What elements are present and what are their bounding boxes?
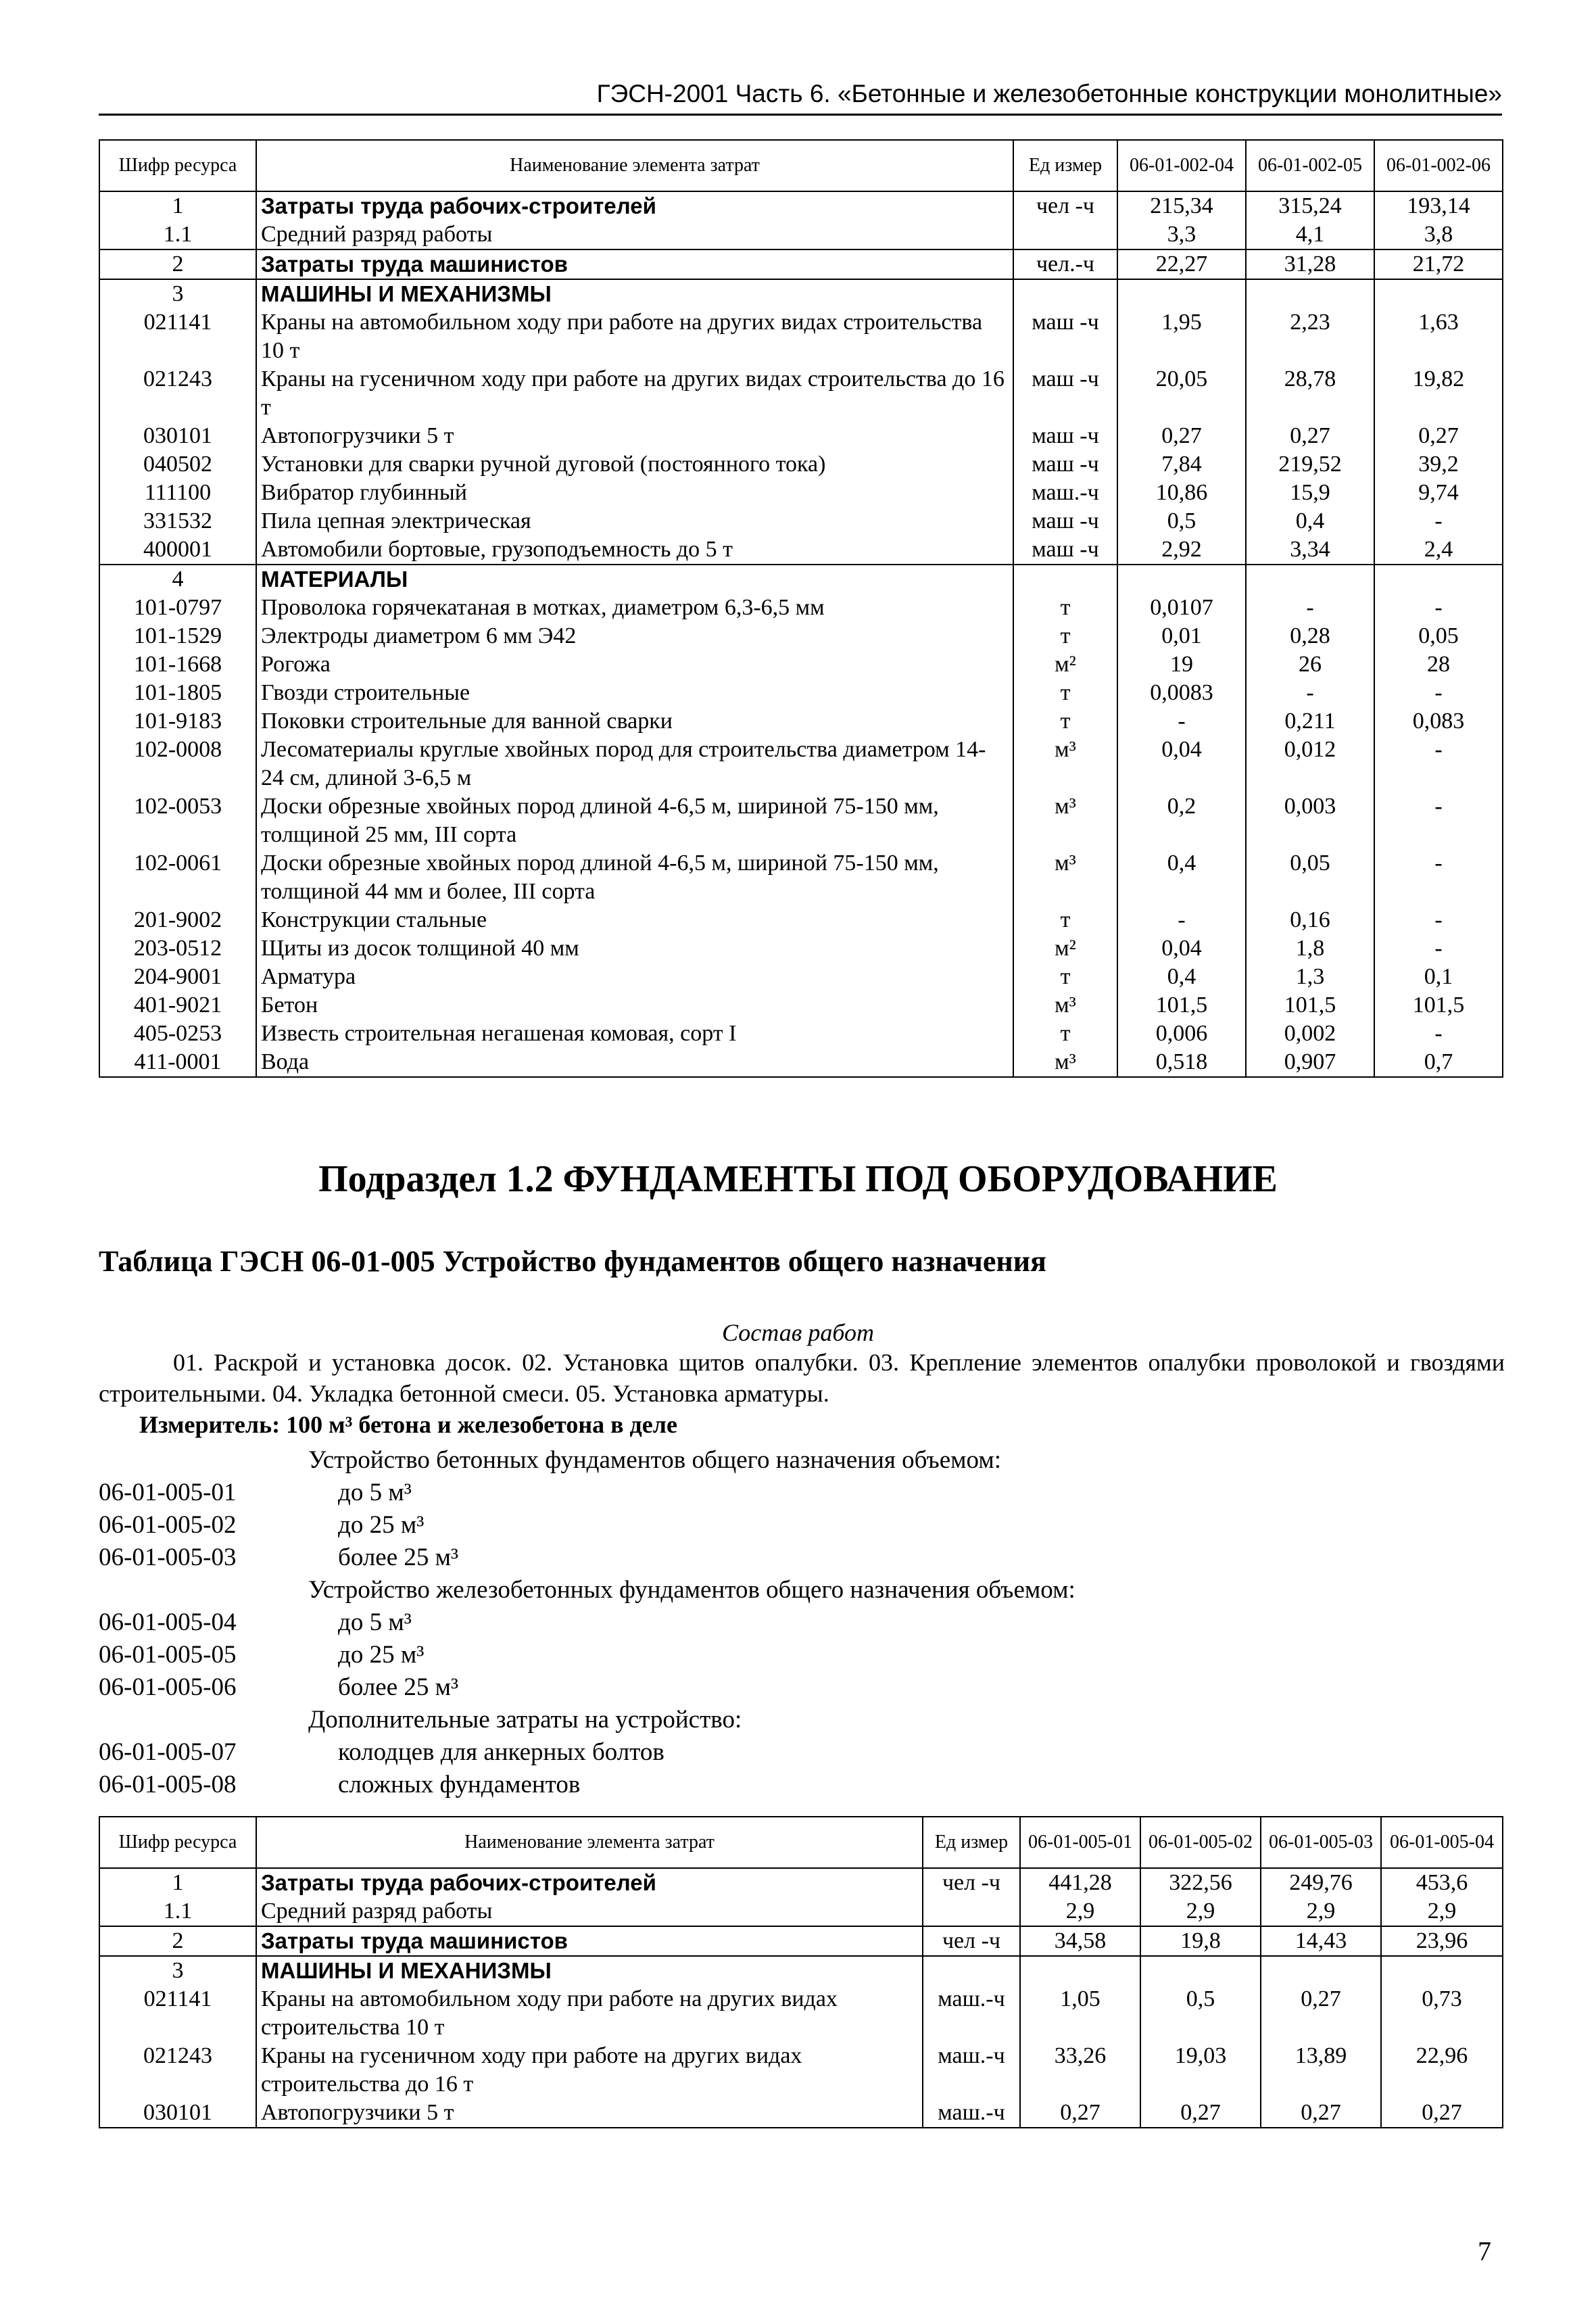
table-row <box>99 679 1503 707</box>
variant-code: 06-01-005-05 <box>99 1641 237 1669</box>
resource-code: 204-9001 <box>99 963 256 991</box>
value-cell: 0,4 <box>1246 507 1374 535</box>
unit: маш -ч <box>1013 365 1117 422</box>
value-cell: 22,96 <box>1381 2042 1503 2099</box>
resource-name: Затраты труда машинистов <box>256 249 1013 279</box>
value-cell: - <box>1117 906 1246 934</box>
value-cell: 39,2 <box>1374 450 1503 479</box>
resource-name: Автопогрузчики 5 т <box>256 422 1013 450</box>
table-row <box>99 450 1503 479</box>
value-cell: 0,27 <box>1374 422 1503 450</box>
unit: м³ <box>1013 736 1117 792</box>
value-cell: 34,58 <box>1020 1926 1140 1956</box>
unit: т <box>1013 707 1117 736</box>
resource-code: 1 <box>99 191 256 220</box>
value-cell: 0,1 <box>1374 963 1503 991</box>
table-title: Таблица ГЭСН 06-01-005 Устройство фундаментов общего назначения <box>99 1245 1046 1278</box>
value-cell: - <box>1374 849 1503 906</box>
col-header-variant: 06-01-002-05 <box>1246 140 1374 191</box>
table-row <box>99 792 1503 849</box>
page-number: 7 <box>1478 2236 1491 2266</box>
resource-code: 101-1529 <box>99 622 256 650</box>
value-cell <box>1261 1956 1381 1985</box>
resource-name: Конструкции стальные <box>256 906 1013 934</box>
value-cell: 0,0107 <box>1117 594 1246 622</box>
value-cell: 0,7 <box>1374 1048 1503 1077</box>
meter-value: 100 м³ бетона и железобетона в деле <box>286 1411 677 1438</box>
variant-description: сложных фундаментов <box>338 1771 581 1798</box>
resource-code: 021141 <box>99 308 256 365</box>
unit: маш.-ч <box>1013 479 1117 507</box>
table-row <box>99 1926 1503 1956</box>
resource-name: Гвозди строительные <box>256 679 1013 707</box>
table-row <box>99 279 1503 308</box>
resource-name: Поковки строительные для ванной сварки <box>256 707 1013 736</box>
unit <box>923 1956 1020 1985</box>
unit: т <box>1013 963 1117 991</box>
value-cell: 1,8 <box>1246 934 1374 963</box>
value-cell: - <box>1374 1020 1503 1048</box>
unit: чел -ч <box>923 1868 1020 1897</box>
col-header-variant: 06-01-002-06 <box>1374 140 1503 191</box>
value-cell: 3,8 <box>1374 220 1503 249</box>
col-header-name: Наименование элемента затрат <box>256 1817 923 1868</box>
running-header: ГЭСН-2001 Часть 6. «Бетонные и железобетонные конструкции монолитные» <box>596 80 1502 108</box>
resource-code: 405-0253 <box>99 1020 256 1048</box>
value-cell: 219,52 <box>1246 450 1374 479</box>
value-cell: 15,9 <box>1246 479 1374 507</box>
variant-code: 06-01-005-08 <box>99 1771 237 1798</box>
header-rule <box>99 114 1502 116</box>
resource-code: 021243 <box>99 2042 256 2099</box>
resource-code: 201-9002 <box>99 906 256 934</box>
resource-code: 030101 <box>99 2099 256 2128</box>
resource-code: 3 <box>99 279 256 308</box>
unit: маш -ч <box>1013 422 1117 450</box>
resource-code: 1.1 <box>99 220 256 249</box>
value-cell: 22,27 <box>1117 249 1246 279</box>
resource-code: 400001 <box>99 535 256 565</box>
resource-name: Установки для сварки ручной дуговой (постоянного тока) <box>256 450 1013 479</box>
table-row <box>99 1868 1503 1897</box>
value-cell: 315,24 <box>1246 191 1374 220</box>
resource-name: Затраты труда рабочих-строителей <box>256 191 1013 220</box>
resource-name: Проволока горячекатаная в мотках, диаметром 6,3-6,5 мм <box>256 594 1013 622</box>
value-cell: 2,92 <box>1117 535 1246 565</box>
col-header-variant: 06-01-002-04 <box>1117 140 1246 191</box>
value-cell: 0,006 <box>1117 1020 1246 1048</box>
resource-name: Краны на автомобильном ходу при работе на других видах строительства 10 т <box>256 308 1013 365</box>
value-cell: 101,5 <box>1117 991 1246 1020</box>
value-cell: 0,27 <box>1261 2099 1381 2128</box>
value-cell: 1,3 <box>1246 963 1374 991</box>
unit: маш.-ч <box>923 2042 1020 2099</box>
value-cell: 0,27 <box>1261 1985 1381 2042</box>
unit: маш.-ч <box>923 1985 1020 2042</box>
value-cell: 19 <box>1117 650 1246 679</box>
resource-name: Затраты труда рабочих-строителей <box>256 1868 923 1897</box>
table-row <box>99 849 1503 906</box>
value-cell: 2,23 <box>1246 308 1374 365</box>
resource-name: Доски обрезные хвойных пород длиной 4-6,5 м, шириной 75-150 мм, толщиной 44 мм и более, III сорта <box>256 849 1013 906</box>
value-cell: 1,95 <box>1117 308 1246 365</box>
value-cell: 0,05 <box>1246 849 1374 906</box>
value-cell: - <box>1246 679 1374 707</box>
col-header-variant: 06-01-005-04 <box>1381 1817 1503 1868</box>
value-cell <box>1117 565 1246 594</box>
unit: маш -ч <box>1013 308 1117 365</box>
value-cell: 2,9 <box>1020 1897 1140 1926</box>
value-cell: 3,34 <box>1246 535 1374 565</box>
work-composition-text: 01. Раскрой и установка досок. 02. Установка щитов опалубки. 03. Крепление элементов опалубки проволокой и гвоздями строительными. 04. Укладка бетонной смеси. 05. Установка арматуры. <box>99 1349 1505 1407</box>
value-cell: 19,8 <box>1140 1926 1261 1956</box>
value-cell: 0,05 <box>1374 622 1503 650</box>
variant-description: до 5 м³ <box>338 1608 412 1636</box>
value-cell: 13,89 <box>1261 2042 1381 2099</box>
table-row <box>99 565 1503 594</box>
resource-code: 101-0797 <box>99 594 256 622</box>
resource-code: 102-0061 <box>99 849 256 906</box>
variant-group-heading: Дополнительные затраты на устройство: <box>308 1706 742 1734</box>
resource-name: Электроды диаметром 6 мм Э42 <box>256 622 1013 650</box>
value-cell <box>1374 279 1503 308</box>
table-row <box>99 650 1503 679</box>
value-cell: 0,27 <box>1381 2099 1503 2128</box>
value-cell: 0,907 <box>1246 1048 1374 1077</box>
table-row <box>99 1985 1503 2042</box>
value-cell: 0,4 <box>1117 849 1246 906</box>
unit: м² <box>1013 650 1117 679</box>
resource-code: 2 <box>99 1926 256 1956</box>
table-row <box>99 507 1503 535</box>
resource-code: 021141 <box>99 1985 256 2042</box>
table-row <box>99 906 1503 934</box>
value-cell: 0,27 <box>1117 422 1246 450</box>
value-cell: 1,05 <box>1020 1985 1140 2042</box>
value-cell: 0,2 <box>1117 792 1246 849</box>
value-cell: - <box>1374 906 1503 934</box>
resource-name: МАШИНЫ И МЕХАНИЗМЫ <box>256 1956 923 1985</box>
col-header-code: Шифр ресурса <box>99 1817 256 1868</box>
resource-code: 102-0053 <box>99 792 256 849</box>
table-row <box>99 479 1503 507</box>
value-cell: 0,0083 <box>1117 679 1246 707</box>
variant-description: более 25 м³ <box>338 1544 459 1571</box>
unit <box>1013 220 1117 249</box>
subsection-title: Подраздел 1.2 ФУНДАМЕНТЫ ПОД ОБОРУДОВАНИЕ <box>318 1158 1278 1200</box>
value-cell: 14,43 <box>1261 1926 1381 1956</box>
value-cell: - <box>1117 707 1246 736</box>
resource-name: Средний разряд работы <box>256 1897 923 1926</box>
value-cell: - <box>1374 792 1503 849</box>
value-cell: - <box>1374 934 1503 963</box>
unit <box>923 1897 1020 1926</box>
value-cell: 0,04 <box>1117 934 1246 963</box>
value-cell: 0,28 <box>1246 622 1374 650</box>
resource-name: Краны на гусеничном ходу при работе на других видах строительства до 16 т <box>256 2042 923 2099</box>
value-cell: 10,86 <box>1117 479 1246 507</box>
value-cell: 0,27 <box>1020 2099 1140 2128</box>
resource-code: 102-0008 <box>99 736 256 792</box>
value-cell: 1,63 <box>1374 308 1503 365</box>
value-cell: 0,5 <box>1117 507 1246 535</box>
unit: т <box>1013 1020 1117 1048</box>
resource-name: Бетон <box>256 991 1013 1020</box>
col-header-variant: 06-01-005-03 <box>1261 1817 1381 1868</box>
value-cell: - <box>1246 594 1374 622</box>
unit: маш -ч <box>1013 535 1117 565</box>
resource-name: Автомобили бортовые, грузоподъемность до 5 т <box>256 535 1013 565</box>
table-row <box>99 707 1503 736</box>
table-row <box>99 308 1503 365</box>
value-cell: 0,27 <box>1140 2099 1261 2128</box>
unit: м² <box>1013 934 1117 963</box>
resource-name: Вибратор глубинный <box>256 479 1013 507</box>
col-header-unit: Ед измер <box>1013 140 1117 191</box>
resource-code: 030101 <box>99 422 256 450</box>
value-cell: 9,74 <box>1374 479 1503 507</box>
resource-name: Автопогрузчики 5 т <box>256 2099 923 2128</box>
value-cell <box>1140 1956 1261 1985</box>
value-cell: 0,04 <box>1117 736 1246 792</box>
work-composition-caption: Состав работ <box>722 1319 874 1346</box>
meter-label: Измеритель: <box>139 1411 281 1438</box>
resource-code: 1 <box>99 1868 256 1897</box>
resource-name: Лесоматериалы круглые хвойных пород для строительства диаметром 14-24 см, длиной 3-6,5 м <box>256 736 1013 792</box>
unit: м³ <box>1013 991 1117 1020</box>
table-row <box>99 1020 1503 1048</box>
table-row <box>99 2042 1503 2099</box>
variant-group-heading: Устройство бетонных фундаментов общего назначения объемом: <box>308 1446 1002 1474</box>
col-header-name: Наименование элемента затрат <box>256 140 1013 191</box>
resource-name: Арматура <box>256 963 1013 991</box>
value-cell: 0,4 <box>1117 963 1246 991</box>
resource-code: 411-0001 <box>99 1048 256 1077</box>
value-cell: 0,211 <box>1246 707 1374 736</box>
resource-code: 101-1668 <box>99 650 256 679</box>
table-row <box>99 535 1503 565</box>
value-cell <box>1374 565 1503 594</box>
value-cell <box>1117 279 1246 308</box>
value-cell: - <box>1374 507 1503 535</box>
resource-code: 4 <box>99 565 256 594</box>
resource-code: 1.1 <box>99 1897 256 1926</box>
resource-table-005 <box>99 1816 1503 2128</box>
resource-code: 3 <box>99 1956 256 1985</box>
variant-code: 06-01-005-01 <box>99 1479 237 1506</box>
variant-description: более 25 м³ <box>338 1673 459 1701</box>
unit: чел -ч <box>1013 191 1117 220</box>
value-cell: 2,9 <box>1381 1897 1503 1926</box>
variant-code: 06-01-005-04 <box>99 1608 237 1636</box>
resource-code: 101-1805 <box>99 679 256 707</box>
resource-code: 040502 <box>99 450 256 479</box>
table-row <box>99 622 1503 650</box>
unit: т <box>1013 622 1117 650</box>
unit: чел.-ч <box>1013 249 1117 279</box>
value-cell: 33,26 <box>1020 2042 1140 2099</box>
table-row <box>99 1956 1503 1985</box>
unit: м³ <box>1013 1048 1117 1077</box>
table-row <box>99 220 1503 249</box>
resource-table-002 <box>99 139 1503 1078</box>
resource-code: 2 <box>99 249 256 279</box>
variant-code: 06-01-005-03 <box>99 1544 237 1571</box>
variant-code: 06-01-005-02 <box>99 1511 237 1539</box>
resource-name: Рогожа <box>256 650 1013 679</box>
variant-description: колодцев для анкерных болтов <box>338 1738 664 1766</box>
variant-description: до 5 м³ <box>338 1479 412 1506</box>
value-cell: 193,14 <box>1374 191 1503 220</box>
value-cell: 4,1 <box>1246 220 1374 249</box>
col-header-unit: Ед измер <box>923 1817 1020 1868</box>
variant-code: 06-01-005-06 <box>99 1673 237 1701</box>
value-cell: 441,28 <box>1020 1868 1140 1897</box>
value-cell: 0,003 <box>1246 792 1374 849</box>
col-header-variant: 06-01-005-01 <box>1020 1817 1140 1868</box>
value-cell: 453,6 <box>1381 1868 1503 1897</box>
value-cell: 101,5 <box>1374 991 1503 1020</box>
unit: м³ <box>1013 792 1117 849</box>
value-cell: 2,9 <box>1140 1897 1261 1926</box>
variant-description: до 25 м³ <box>338 1511 425 1539</box>
table-row <box>99 249 1503 279</box>
value-cell: 215,34 <box>1117 191 1246 220</box>
meter-line <box>139 1410 677 1439</box>
resource-name: Краны на автомобильном ходу при работе на других видах строительства 10 т <box>256 1985 923 2042</box>
value-cell: 101,5 <box>1246 991 1374 1020</box>
value-cell: 20,05 <box>1117 365 1246 422</box>
col-header-variant: 06-01-005-02 <box>1140 1817 1261 1868</box>
unit: т <box>1013 906 1117 934</box>
unit: маш.-ч <box>923 2099 1020 2128</box>
unit: чел -ч <box>923 1926 1020 1956</box>
table-row <box>99 422 1503 450</box>
resource-name: МАТЕРИАЛЫ <box>256 565 1013 594</box>
value-cell: 0,16 <box>1246 906 1374 934</box>
table-row <box>99 365 1503 422</box>
value-cell: 21,72 <box>1374 249 1503 279</box>
value-cell <box>1246 279 1374 308</box>
col-header-code: Шифр ресурса <box>99 140 256 191</box>
unit <box>1013 279 1117 308</box>
table-row <box>99 594 1503 622</box>
value-cell <box>1381 1956 1503 1985</box>
value-cell: 2,4 <box>1374 535 1503 565</box>
value-cell <box>1020 1956 1140 1985</box>
value-cell: - <box>1374 679 1503 707</box>
table-row <box>99 191 1503 220</box>
value-cell: 0,73 <box>1381 1985 1503 2042</box>
value-cell <box>1246 565 1374 594</box>
variant-description: до 25 м³ <box>338 1641 425 1669</box>
table-row <box>99 736 1503 792</box>
resource-code: 111100 <box>99 479 256 507</box>
variant-group-heading: Устройство железобетонных фундаментов общего назначения объемом: <box>308 1576 1075 1604</box>
resource-name: Вода <box>256 1048 1013 1077</box>
resource-code: 331532 <box>99 507 256 535</box>
resource-name: Известь строительная негашеная комовая, сорт I <box>256 1020 1013 1048</box>
unit <box>1013 565 1117 594</box>
resource-name: Средний разряд работы <box>256 220 1013 249</box>
resource-name: Щиты из досок толщиной 40 мм <box>256 934 1013 963</box>
value-cell: 3,3 <box>1117 220 1246 249</box>
unit: маш -ч <box>1013 507 1117 535</box>
value-cell: 0,012 <box>1246 736 1374 792</box>
table-row <box>99 1897 1503 1926</box>
table-row <box>99 934 1503 963</box>
resource-name: Доски обрезные хвойных пород длиной 4-6,5 м, шириной 75-150 мм, толщиной 25 мм, III сорта <box>256 792 1013 849</box>
value-cell: 322,56 <box>1140 1868 1261 1897</box>
value-cell: 0,5 <box>1140 1985 1261 2042</box>
table-row <box>99 991 1503 1020</box>
resource-name: Затраты труда машинистов <box>256 1926 923 1956</box>
value-cell: 23,96 <box>1381 1926 1503 1956</box>
value-cell: 28,78 <box>1246 365 1374 422</box>
resource-code: 401-9021 <box>99 991 256 1020</box>
value-cell: 0,083 <box>1374 707 1503 736</box>
value-cell: 0,002 <box>1246 1020 1374 1048</box>
value-cell: 0,27 <box>1246 422 1374 450</box>
table-row <box>99 2099 1503 2128</box>
value-cell: 19,82 <box>1374 365 1503 422</box>
value-cell: 19,03 <box>1140 2042 1261 2099</box>
value-cell: - <box>1374 736 1503 792</box>
value-cell: 7,84 <box>1117 450 1246 479</box>
value-cell: 0,518 <box>1117 1048 1246 1077</box>
value-cell: 28 <box>1374 650 1503 679</box>
value-cell: 249,76 <box>1261 1868 1381 1897</box>
resource-name: МАШИНЫ И МЕХАНИЗМЫ <box>256 279 1013 308</box>
table-row <box>99 963 1503 991</box>
value-cell: 26 <box>1246 650 1374 679</box>
resource-name: Пила цепная электрическая <box>256 507 1013 535</box>
table-row <box>99 1048 1503 1077</box>
unit: т <box>1013 679 1117 707</box>
value-cell: - <box>1374 594 1503 622</box>
unit: м³ <box>1013 849 1117 906</box>
value-cell: 2,9 <box>1261 1897 1381 1926</box>
resource-code: 203-0512 <box>99 934 256 963</box>
value-cell: 0,01 <box>1117 622 1246 650</box>
variant-code: 06-01-005-07 <box>99 1738 237 1766</box>
resource-name: Краны на гусеничном ходу при работе на других видах строительства до 16 т <box>256 365 1013 422</box>
resource-code: 021243 <box>99 365 256 422</box>
unit: т <box>1013 594 1117 622</box>
resource-code: 101-9183 <box>99 707 256 736</box>
value-cell: 31,28 <box>1246 249 1374 279</box>
unit: маш -ч <box>1013 450 1117 479</box>
